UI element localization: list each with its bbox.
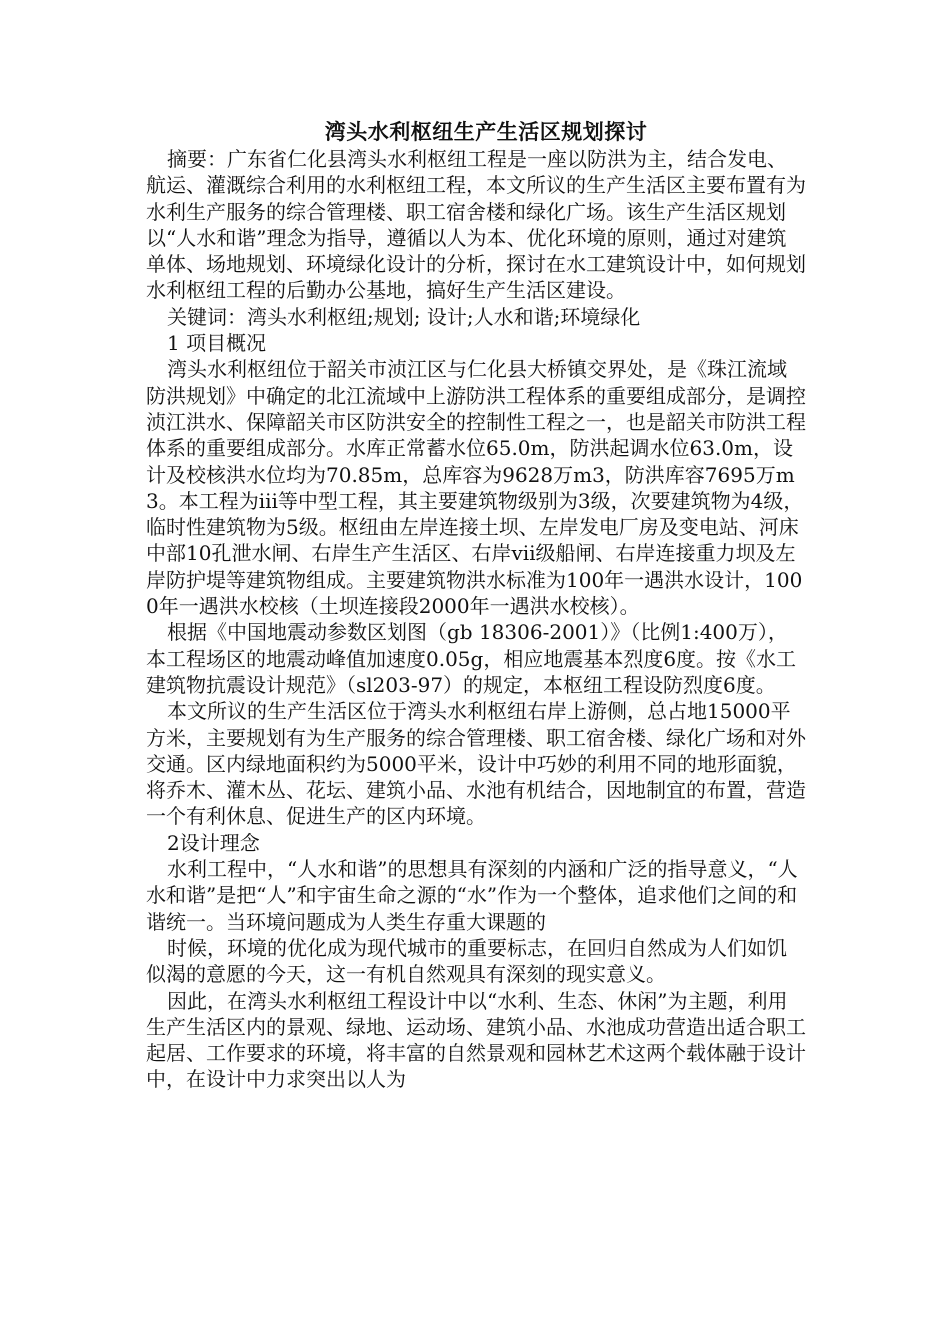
- section-2-heading: 2设计理念: [167, 830, 260, 855]
- section-1-heading: 1 项目概况: [167, 331, 267, 356]
- section-2-paragraph-2: 时候，环境的优化成为现代城市的重要标志，在回归自然成为人们如饥似渴的意愿的今天，这一有机自然观具有深刻的现实意义。: [146, 935, 787, 987]
- keywords-paragraph: 关键词：湾头水利枢纽;规划; 设计;人水和谐;环境绿化: [167, 304, 641, 329]
- section-2-paragraph-1: 水利工程中，“人水和谐”的思想具有深刻的内涵和广泛的指导意义，“人水和谐”是把“人”和宇宙生命之源的“水”作为一个整体，追求他们之间的和谐统一。当环境问题成为人类生存重大课题的: [146, 857, 798, 934]
- section-1-paragraph-3: 本文所议的生产生活区位于湾头水利枢纽右岸上游侧，总占地15000平方米，主要规划有为生产服务的综合管理楼、职工宿舍楼、绿化广场和对外交通。区内绿地面积约为5000平米，设计中巧妙的利用不同的地形面貌，将乔木、灌木丛、花坛、建筑小品、水池有机结合，因地制宜的布置，营造一个有利休息、促进生产的区内环境。: [146, 699, 806, 829]
- section-2-paragraph-3: 因此，在湾头水利枢纽工程设计中以“水利、生态、休闲”为主题，利用生产生活区内的景观、绿地、运动场、建筑小品、水池成功营造出适合职工起居、工作要求的环境，将丰富的自然景观和园林艺术这两个载体融于设计中，在设计中力求突出以人为: [146, 988, 806, 1092]
- section-1-paragraph-1: 湾头水利枢纽位于韶关市浈江区与仁化县大桥镇交界处，是《珠江流域防洪规划》中确定的北江流域中上游防洪工程体系的重要组成部分，是调控浈江洪水、保障韶关市区防洪安全的控制性工程之一，也是韶关市防洪工程体系的重要组成部分。水库正常蓄水位65.0m，防洪起调水位63.0m，设计及校核洪水位均为70.85m，总库容为9628万m3，防洪库容7695万m3。本工程为ⅲ等中型工程，其主要建筑物级别为3级，次要建筑物为4级，临时性建筑物为5级。枢纽由左岸连接土坝、左岸发电厂房及变电站、河床中部10孔泄水闸、右岸生产生活区、右岸ⅶ级船闸、右岸连接重力坝及左岸防护堤等建筑物组成。主要建筑物洪水标准为100年一遇洪水设计，1000年一遇洪水校核（土坝连接段2000年一遇洪水校核）。: [146, 357, 806, 619]
- abstract-paragraph: 摘要：广东省仁化县湾头水利枢纽工程是一座以防洪为主，结合发电、航运、灌溉综合利用的水利枢纽工程，本文所议的生产生活区主要布置有为水利生产服务的综合管理楼、职工宿舍楼和绿化广场。该生产生活区规划以“人水和谐”理念为指导，遵循以人为本、优化环境的原则，通过对建筑单体、场地规划、环境绿化设计的分析，探讨在水工建筑设计中，如何规划水利枢纽工程的后勤办公基地，搞好生产生活区建设。: [146, 147, 806, 303]
- section-1-paragraph-2: 根据《中国地震动参数区划图（gb 18306-2001）》（比例1:400万），本工程场区的地震动峰值加速度0.05g，相应地震基本烈度6度。按《水工建筑物抗震设计规范》（sl203-97）的规定，本枢纽工程设防烈度6度。: [146, 620, 797, 697]
- document-page: [146, 118, 806, 1093]
- document-title: 湾头水利枢纽生产生活区规划探讨: [324, 119, 648, 144]
